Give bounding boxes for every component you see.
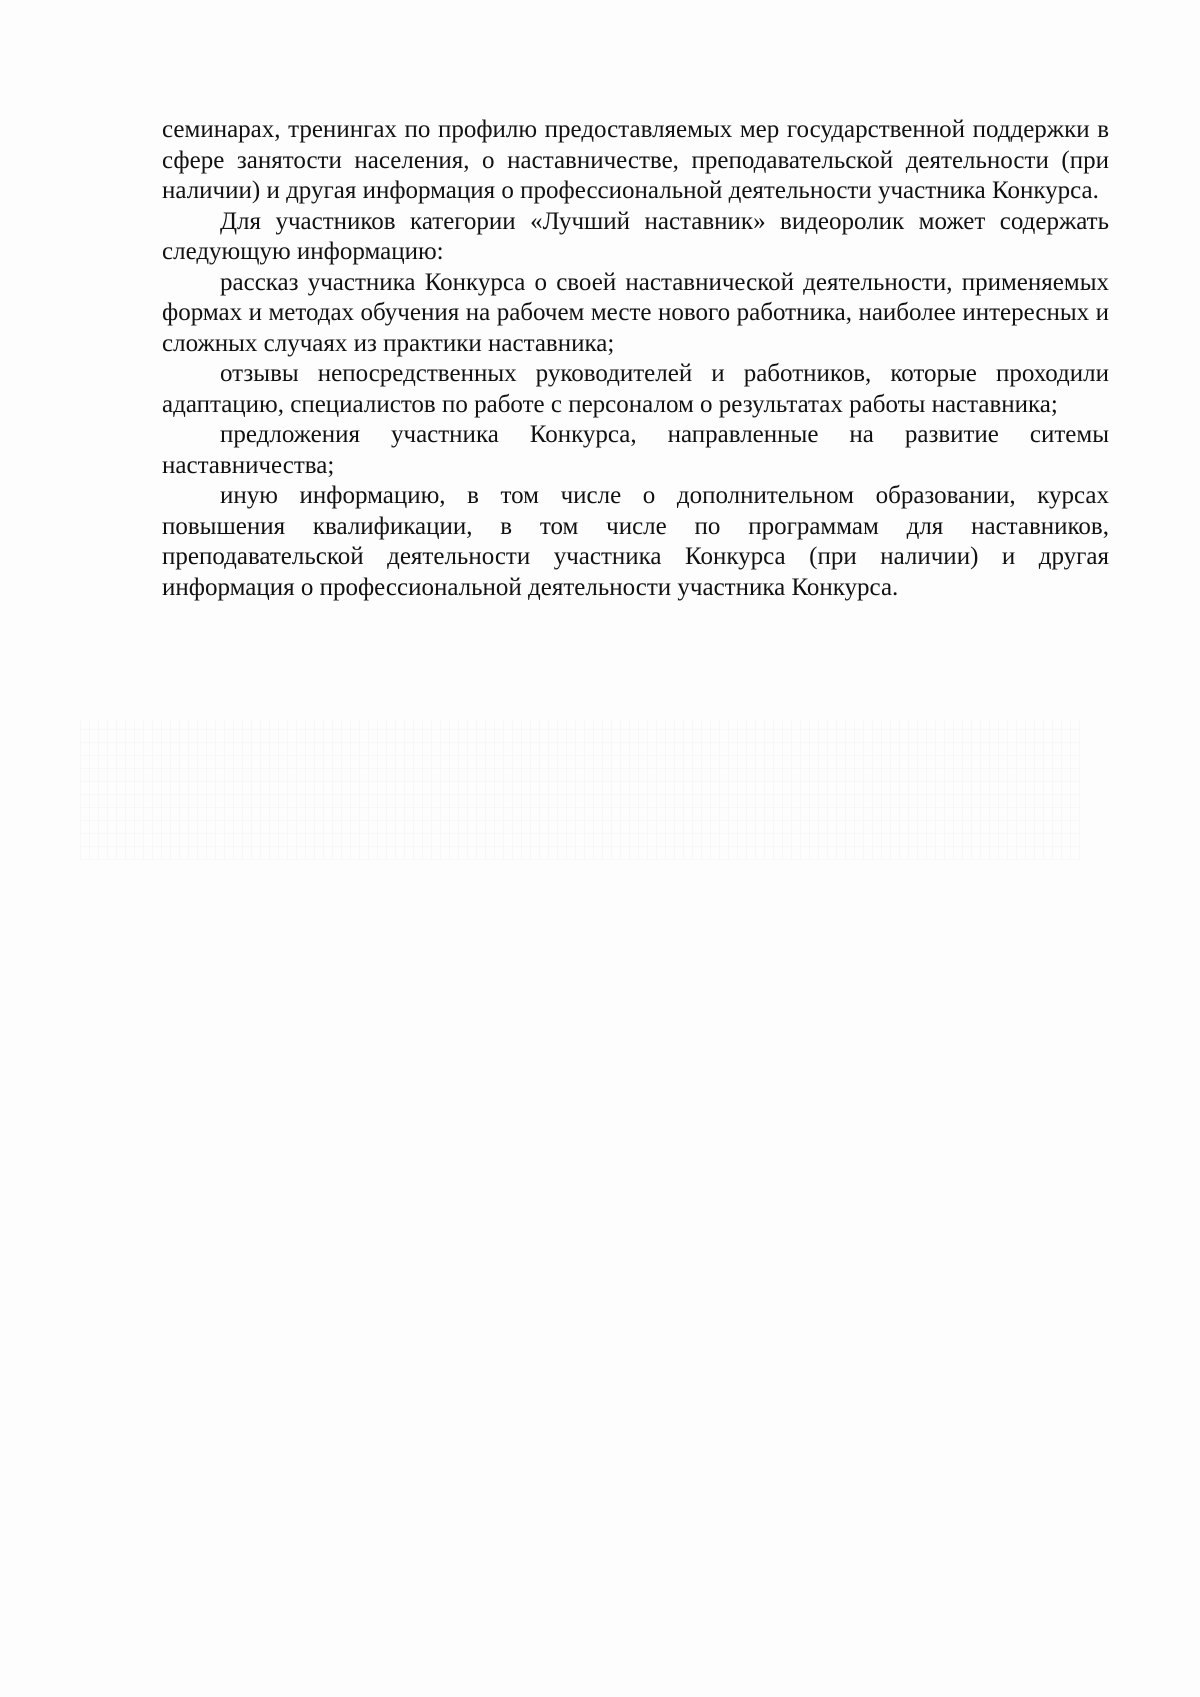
scan-artifact	[80, 720, 1080, 860]
document-body	[162, 115, 1109, 603]
paragraph-video-content-intro: Для участников категории «Лучший наставник» видеоролик может содержать следующую информацию:	[162, 207, 1109, 265]
paragraph-reviews: отзывы непосредственных руководителей и работников, которые проходили адаптацию, специалистов по работе с персоналом о результатах работы наставника;	[162, 360, 1109, 418]
paragraph-continuation: семинарах, тренингах по профилю предоставляемых мер государственной поддержки в сфере занятости населения, о наставничестве, преподавательской деятельности (при наличии) и другая информация о профессиональной деятельности участника Конкурса.	[162, 116, 1109, 204]
paragraph-other-info: иную информацию, в том числе о дополнительном образовании, курсах повышения квалификации, в том числе по программам для наставников, преподавательской деятельности участника Конкурса (при наличии) и другая информация о профессиональной деятельности участника Конкурса.	[162, 482, 1109, 601]
paragraph-proposals: предложения участника Конкурса, направленные на развитие ситемы наставничества;	[162, 421, 1109, 479]
paragraph-mentor-story: рассказ участника Конкурса о своей наставнической деятельности, применяемых формах и методах обучения на рабочем месте нового работника, наиболее интересных и сложных случаях из практики наставника;	[162, 268, 1109, 357]
